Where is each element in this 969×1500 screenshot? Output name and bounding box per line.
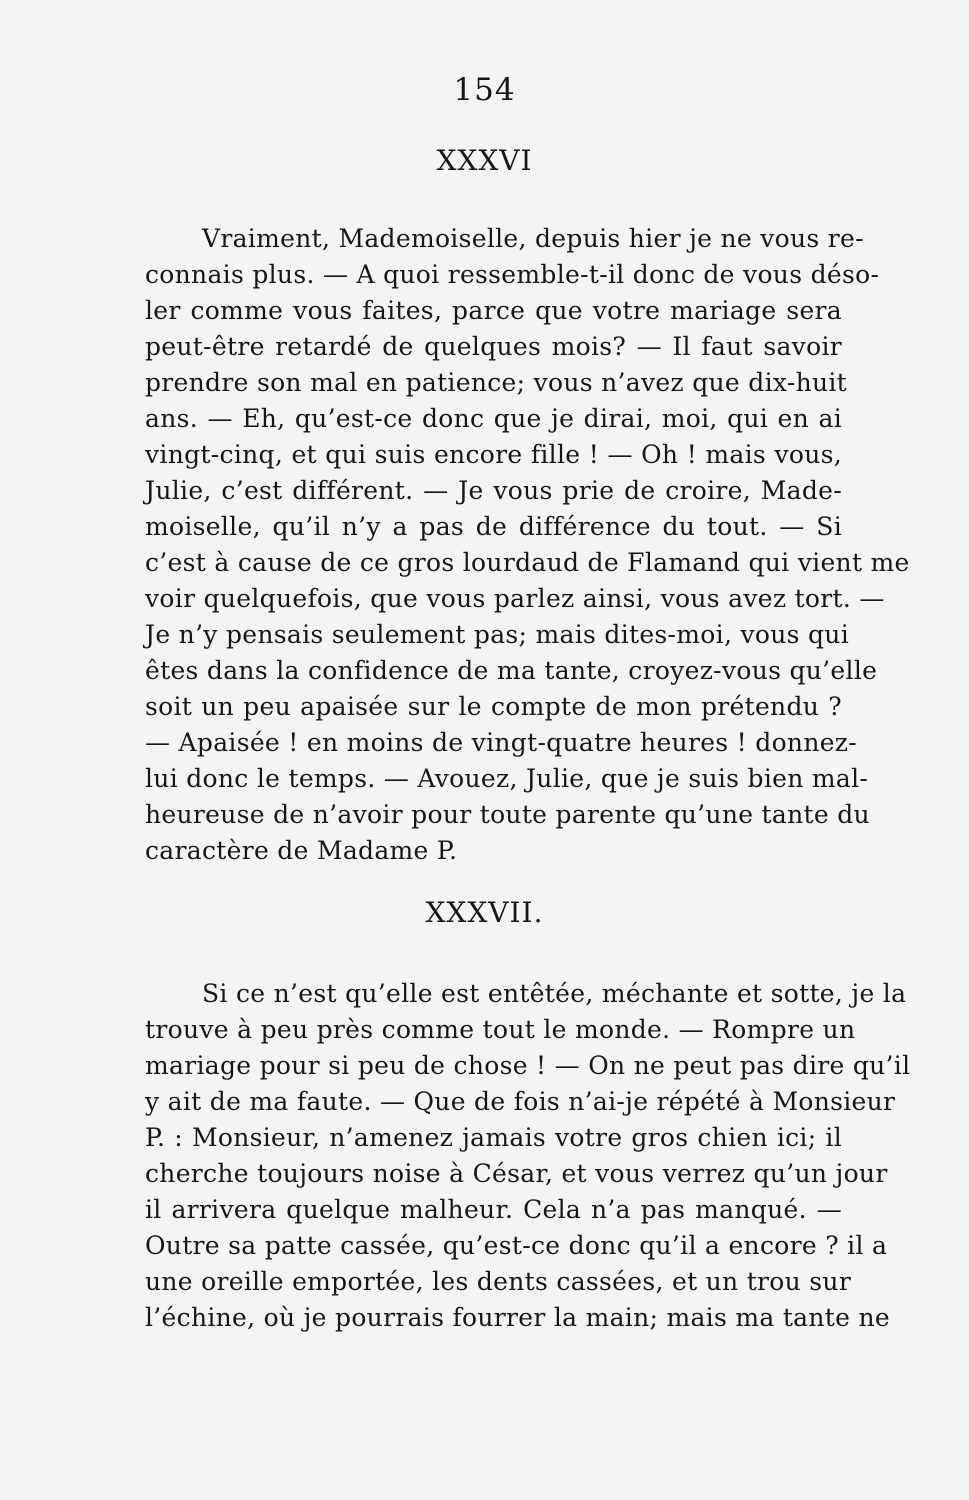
text-line: Julie, c’est différent. — Je vous prie de croire, Made-	[145, 476, 842, 505]
text-line: — Apaisée ! en moins de vingt-quatre heures ! donnez-	[145, 728, 858, 757]
text-line: cherche toujours noise à César, et vous verrez qu’un jour	[145, 1159, 888, 1188]
text-line: soit un peu apaisée sur le compte de mon prétendu ?	[145, 692, 842, 721]
text-line: caractère de Madame P.	[145, 836, 458, 865]
text-line: voir quelquefois, que vous parlez ainsi, vous avez tort. —	[145, 584, 885, 613]
text-line: vingt-cinq, et qui suis encore fille ! — Oh ! mais vous,	[145, 440, 842, 469]
chapter-heading-xxxvi: XXXVI	[436, 144, 533, 177]
text-line: Si ce n’est qu’elle est entêtée, méchante et sotte, je la	[202, 979, 907, 1008]
text-line: heureuse de n’avoir pour toute parente qu’une tante du	[145, 800, 870, 829]
text-line: connais plus. — A quoi ressemble-t-il donc de vous déso-	[145, 260, 880, 289]
text-line: êtes dans la confidence de ma tante, croyez-vous qu’elle	[145, 656, 878, 685]
text-line: il arrivera quelque malheur. Cela n’a pas manqué. —	[145, 1195, 842, 1224]
chapter-heading-xxxvii: XXXVII.	[425, 896, 544, 929]
text-line: Vraiment, Mademoiselle, depuis hier je ne vous re-	[202, 224, 864, 253]
text-line: mariage pour si peu de chose ! — On ne peut pas dire qu’il	[145, 1051, 911, 1080]
text-line: l’échine, où je pourrais fourrer la main; mais ma tante ne	[145, 1303, 890, 1332]
text-line: peut-être retardé de quelques mois? — Il faut savoir	[145, 332, 842, 361]
text-line: Outre sa patte cassée, qu’est-ce donc qu’il a encore ? il a	[145, 1231, 888, 1260]
text-line: y ait de ma faute. — Que de fois n’ai-je répété à Monsieur	[145, 1087, 896, 1116]
text-line: c’est à cause de ce gros lourdaud de Flamand qui vient me	[145, 548, 910, 577]
text-line: ler comme vous faites, parce que votre mariage sera	[145, 296, 842, 325]
text-line: prendre son mal en patience; vous n’avez que dix-huit	[145, 368, 848, 397]
text-line: lui donc le temps. — Avouez, Julie, que je suis bien mal-	[145, 764, 869, 793]
text-line: P. : Monsieur, n’amenez jamais votre gros chien ici; il	[145, 1123, 842, 1152]
text-line: Je n’y pensais seulement pas; mais dites-moi, vous qui	[145, 620, 850, 649]
text-line: ans. — Eh, qu’est-ce donc que je dirai, moi, qui en ai	[145, 404, 842, 433]
text-line: une oreille emportée, les dents cassées, et un trou sur	[145, 1267, 852, 1296]
page-number: 154	[453, 72, 516, 108]
text-line: moiselle, qu’il n’y a pas de différence du tout. — Si	[145, 512, 842, 541]
text-line: trouve à peu près comme tout le monde. — Rompre un	[145, 1015, 856, 1044]
